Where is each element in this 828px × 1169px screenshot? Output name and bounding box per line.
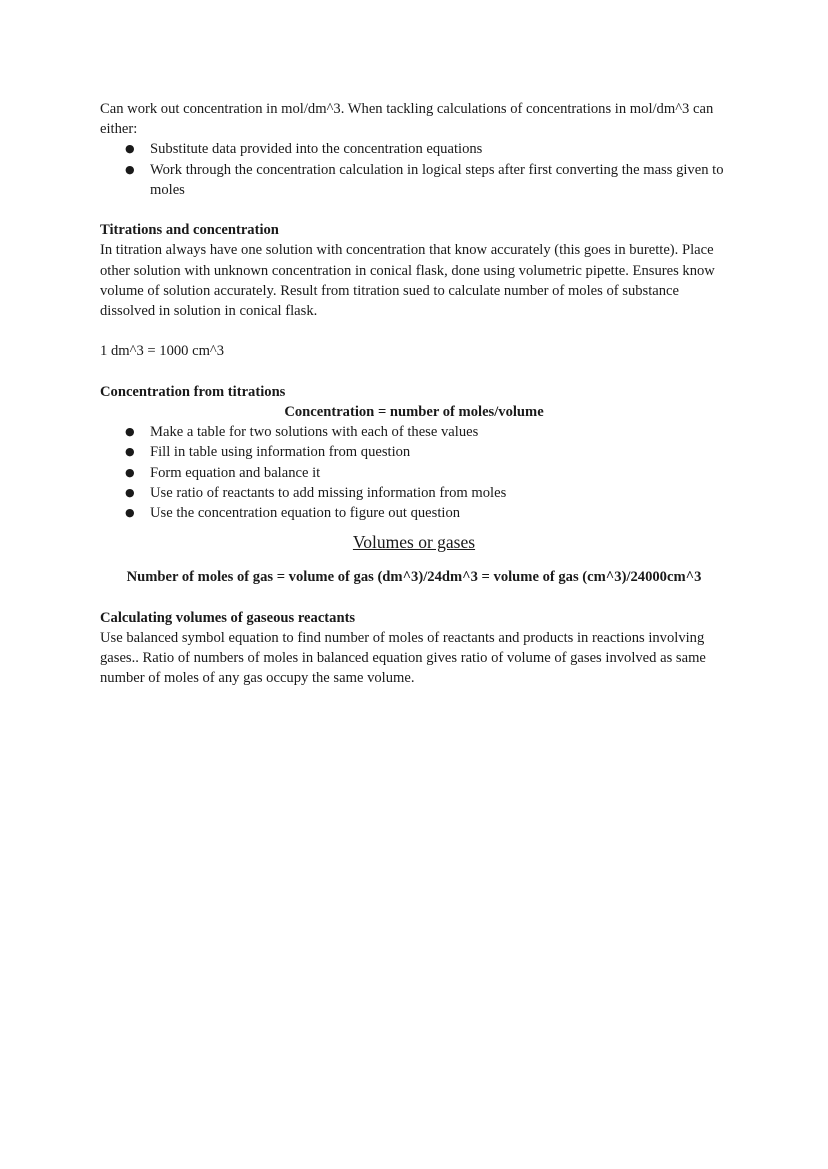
- gaseous-reactants-paragraph: Use balanced symbol equation to find number of moles of reactants and products in reactions involving gases.. Ratio of numbers of moles in balanced equation gives ratio of volume of gases involved as same number of moles of any gas occupy the same volume.: [100, 629, 706, 687]
- list-item: ● Fill in table using information from question: [100, 442, 728, 462]
- intro-bullet-list: [100, 139, 728, 200]
- list-item: ● Work through the concentration calculation in logical steps after first converting the mass given to moles: [100, 160, 728, 200]
- spacer: [100, 587, 728, 607]
- volumes-section-title: Volumes or gases: [352, 532, 476, 553]
- document-page: [100, 99, 728, 688]
- list-item: ● Use the concentration equation to figure out question: [100, 503, 728, 523]
- titrations-paragraph: In titration always have one solution with concentration that know accurately (this goes in burette). Place other solution with unknown concentration in conical flask, done using volumetric pipette. Ensures know volume of solution accurately. Result from titration sued to calculate number of moles of substance dissolved in solution in conical flask.: [100, 242, 715, 320]
- list-item: ● Substitute data provided into the concentration equations: [100, 139, 728, 159]
- spacer: [100, 200, 728, 220]
- conversion-line: 1 dm^3 = 1000 cm^3: [100, 343, 225, 360]
- concentration-formula: Concentration = number of moles/volume: [284, 404, 544, 420]
- spacer: [100, 362, 728, 382]
- titrations-heading: Titrations and concentration: [100, 222, 279, 239]
- intro-paragraph: Can work out concentration in mol/dm^3. When tackling calculations of concentrations in mol/dm^3 can either:: [100, 101, 714, 138]
- list-item: ● Form equation and balance it: [100, 463, 728, 483]
- list-item: ● Use ratio of reactants to add missing information from moles: [100, 483, 728, 503]
- spacer: [100, 321, 728, 341]
- gas-moles-formula: Number of moles of gas = volume of gas (dm^3)/24dm^3 = volume of gas (cm^3)/24000cm^3: [126, 569, 702, 586]
- concentration-heading: Concentration from titrations: [100, 383, 286, 400]
- concentration-bullet-list: [100, 422, 728, 523]
- gaseous-reactants-heading: Calculating volumes of gaseous reactants: [100, 609, 356, 626]
- list-item: ● Make a table for two solutions with each of these values: [100, 422, 728, 442]
